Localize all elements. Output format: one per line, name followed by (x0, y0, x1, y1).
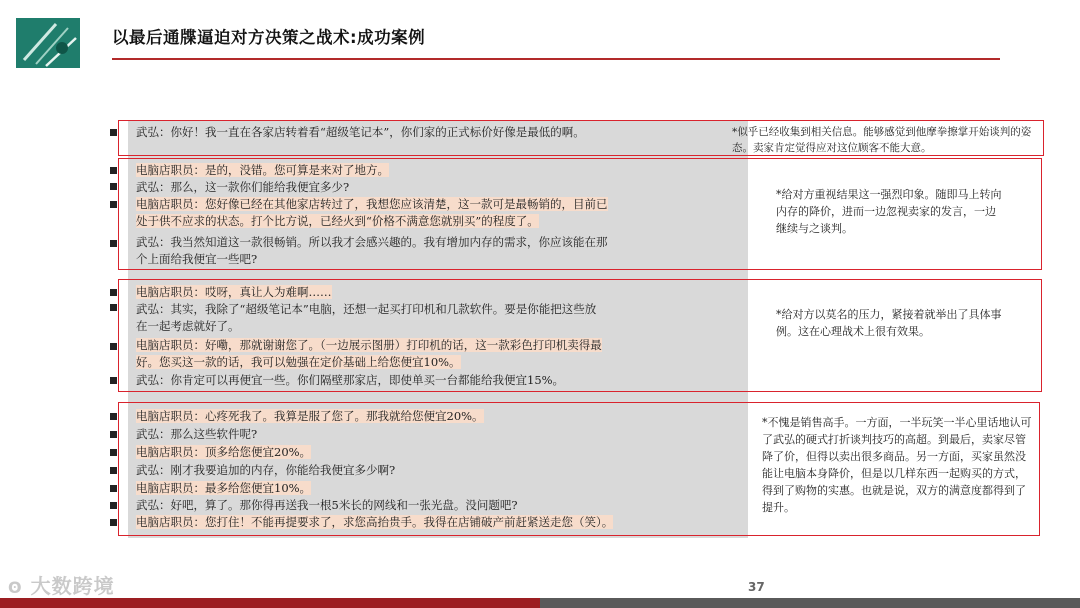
dialogue-line: 电脑店职员：您打住！不能再提要求了，求您高抬贵手。我得在店铺破产前赶紧送走您（笑）。 (136, 515, 614, 529)
bullet-icon (110, 519, 117, 526)
bullet-icon (110, 413, 117, 420)
dialogue-line: 电脑店职员：好嘞，那就谢谢您了。（一边展示图册）打印机的话，这一款彩色打印机卖得最 (136, 338, 602, 352)
bullet-icon (110, 201, 117, 208)
title-underline (112, 58, 1000, 60)
bullet-icon (110, 167, 117, 174)
page-title: 以最后通牒逼迫对方决策之战术:成功案例 (112, 28, 426, 47)
footer-bar-red (0, 598, 540, 608)
bullet-icon (110, 129, 117, 136)
page-number: 37 (748, 580, 765, 594)
bullet-icon (110, 502, 117, 509)
dialogue-line: 武弘：那么这些软件呢? (136, 427, 258, 441)
annotation-note: *似乎已经收集到相关信息。能够感觉到他摩拳擦掌开始谈判的姿态。卖家肯定觉得应对这位顾客不能大意。 (732, 126, 1032, 154)
dialogue-line: 武弘：其实，我除了“超级笔记本”电脑，还想一起买打印机和几款软件。要是你能把这些放 (136, 302, 597, 316)
highlight-frame (118, 402, 1040, 536)
bullet-icon (110, 304, 117, 311)
highlight-frame (118, 158, 1042, 270)
bullet-icon (110, 467, 117, 474)
bullet-icon (110, 240, 117, 247)
dialogue-line: 电脑店职员：您好像已经在其他家店转过了，我想您应该清楚，这一款可是最畅销的，目前已 (136, 197, 608, 211)
dialogue-line: 在一起考虑就好了。 (136, 319, 240, 333)
dialogue-line: 电脑店职员：最多给您便宜10%。 (136, 481, 312, 495)
dialogue-line: 武弘：好吧，算了。那你得再送我一根5米长的网线和一张光盘。没问题吧? (136, 498, 518, 512)
footer-logo-text: 大数跨境 (30, 574, 115, 598)
dialogue-line: 处于供不应求的状态。打个比方说，已经火到“价格不满意您就别买”的程度了。 (136, 214, 539, 228)
annotation-note: *给对方以莫名的压力，紧接着就举出了具体事例。这在心理战术上很有效果。 (776, 308, 1002, 338)
footer-logo (8, 570, 115, 599)
highlight-frame (118, 279, 1042, 392)
highlight-frame (118, 120, 1044, 156)
dialogue-line: 武弘：我当然知道这一款很畅销。所以我才会感兴趣的。我有增加内存的需求，你应该能在那 (136, 235, 608, 249)
pen-icon (16, 18, 80, 68)
annotation-note: *给对方重视结果这一强烈印象。随即马上转向内存的降价，进而一边忽视卖家的发言，一边继续与之谈判。 (776, 188, 1002, 235)
dialogue-line: 电脑店职员：哎呀，真让人为难啊…… (136, 285, 332, 299)
dialogue-line: 电脑店职员：是的，没错。您可算是来对了地方。 (136, 163, 389, 177)
dialogue-line: 电脑店职员：顶多给您便宜20%。 (136, 445, 312, 459)
bullet-icon (110, 449, 117, 456)
dialogue-line: 个上面给我便宜一些吧? (136, 252, 258, 266)
bullet-icon (110, 431, 117, 438)
header-logo-image (16, 18, 80, 68)
bullet-icon (110, 485, 117, 492)
bullet-icon (110, 343, 117, 350)
logo-mark-icon: ʘ (8, 578, 23, 597)
footer-bar-grey (540, 598, 1080, 608)
bullet-icon (110, 183, 117, 190)
dialogue-line: 武弘：刚才我要追加的内存，你能给我便宜多少啊? (136, 463, 396, 477)
dialogue-line: 武弘：那么，这一款你们能给我便宜多少? (136, 180, 350, 194)
bullet-icon (110, 289, 117, 296)
dialogue-line: 武弘：你好！我一直在各家店转着看“超级笔记本”，你们家的正式标价好像是最低的啊。 (136, 125, 585, 139)
dialogue-line: 武弘：你肯定可以再便宜一些。你们隔壁那家店，即使单买一台都能给我便宜15%。 (136, 373, 565, 387)
dialogue-line: 好。您买这一款的话，我可以勉强在定价基础上给您便宜10%。 (136, 355, 461, 369)
annotation-note: *不愧是销售高手。一方面，一半玩笑一半心里话地认可了武弘的硬式打折谈判技巧的高超。到最后，卖家尽管降了价，但得以卖出很多商品。另一方面，买家虽然没能让电脑本身降价，但是以几样东西一起购买的方式，得到了购物的实惠。也就是说，双方的满意度都得到了提升。 (762, 416, 1032, 514)
bullet-icon (110, 377, 117, 384)
dialogue-line: 电脑店职员：心疼死我了。我算是服了您了。那我就给您便宜20%。 (136, 409, 484, 423)
